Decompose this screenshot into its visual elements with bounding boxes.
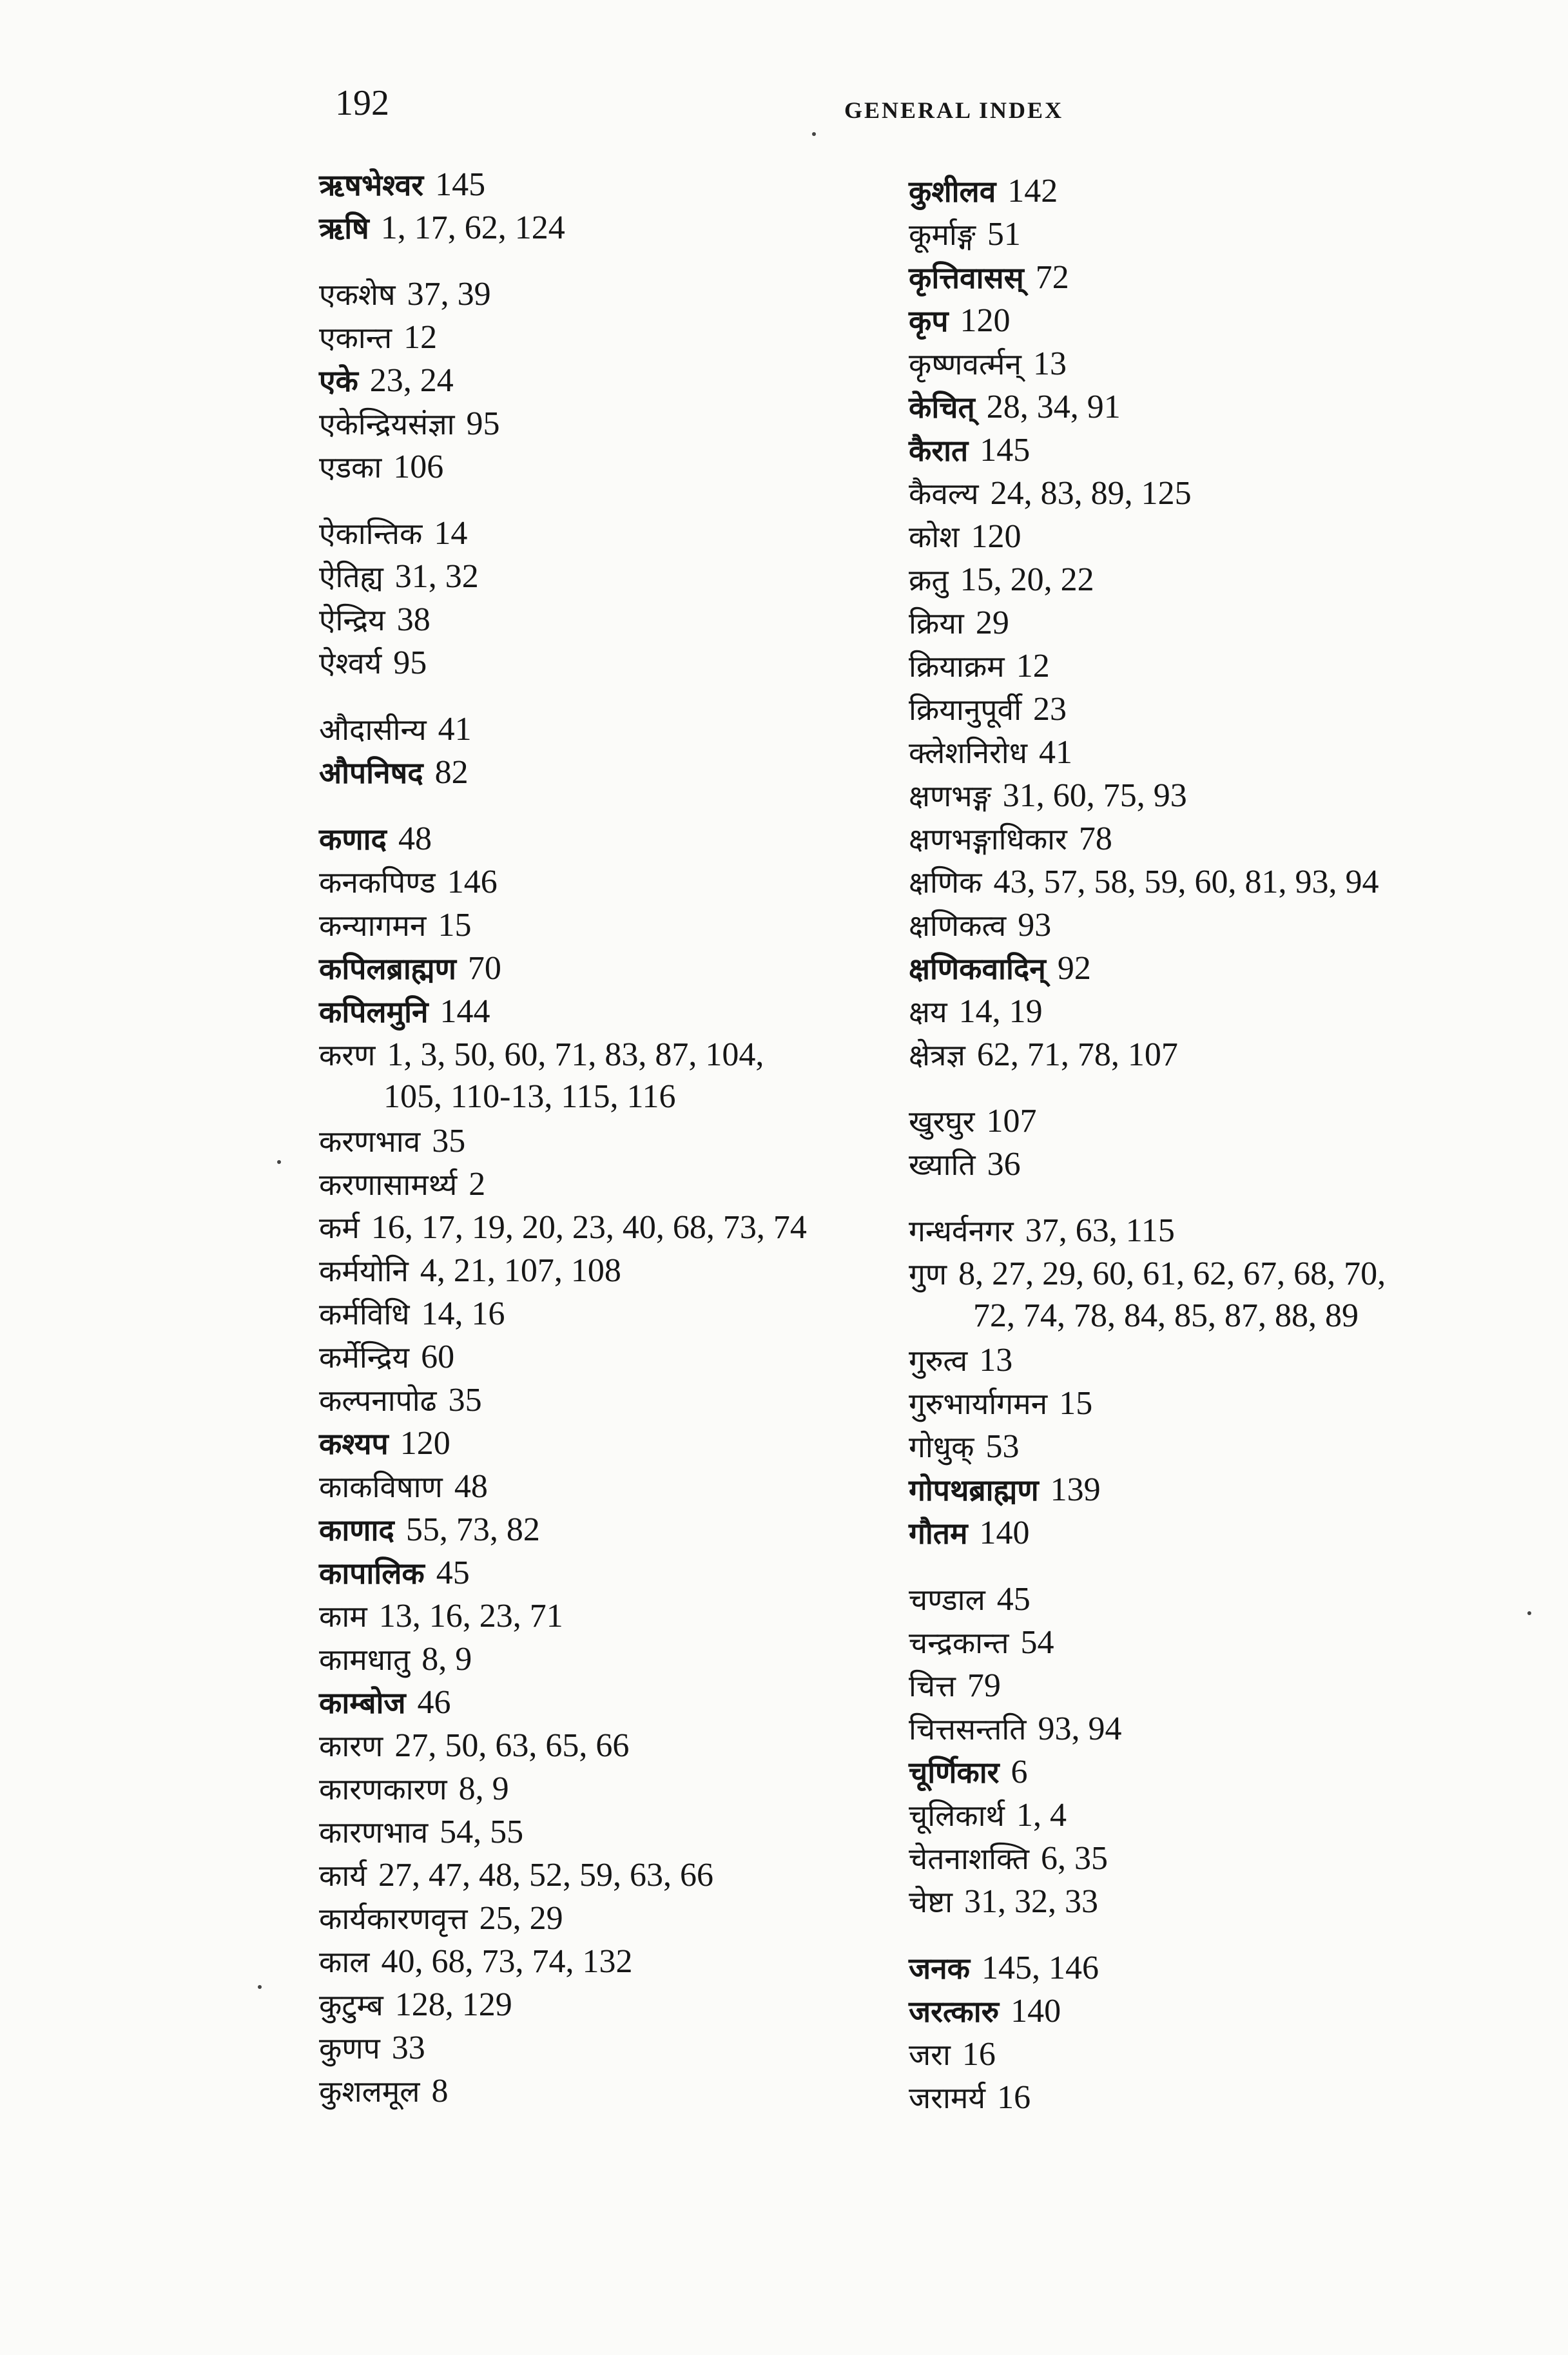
index-entry bbox=[909, 991, 1515, 1034]
scan-speck bbox=[258, 1985, 262, 1989]
entry-pages: 15 bbox=[438, 907, 472, 944]
entry-term: क्षणिक bbox=[909, 865, 982, 900]
entry-pages: 72 bbox=[1035, 259, 1069, 296]
entry-pages: 45 bbox=[996, 1581, 1031, 1618]
entry-pages: 35 bbox=[448, 1382, 482, 1419]
entry-pages: 14, 16 bbox=[421, 1295, 505, 1332]
entry-term: गोपथब्राह्मण bbox=[909, 1473, 1039, 1507]
index-entry bbox=[909, 1469, 1515, 1513]
entry-term: गन्धर्वनगर bbox=[909, 1214, 1014, 1248]
entry-term: एकान्त bbox=[319, 320, 392, 355]
entry-pages: 139 bbox=[1050, 1471, 1101, 1508]
index-entry bbox=[319, 274, 925, 317]
entry-pages: 1, 17, 62, 124 bbox=[380, 209, 565, 246]
entry-term: कर्मयोनि bbox=[319, 1254, 409, 1288]
index-entry bbox=[319, 1553, 925, 1596]
entry-term: कल्पनापोढ bbox=[319, 1383, 437, 1418]
entry-pages: 16, 17, 19, 20, 23, 40, 68, 73, 74 bbox=[371, 1209, 807, 1246]
entry-pages: 27, 47, 48, 52, 59, 63, 66 bbox=[378, 1857, 713, 1894]
index-entry-continuation bbox=[319, 1078, 925, 1121]
entry-term: कार्य bbox=[319, 1858, 367, 1893]
index-entry bbox=[909, 1709, 1515, 1752]
entry-pages: 146 bbox=[447, 864, 498, 900]
entry-term: गुण bbox=[909, 1257, 947, 1292]
entry-term: चन्द्रकान्त bbox=[909, 1625, 1009, 1660]
entry-term: कपिलमुनि bbox=[319, 994, 429, 1029]
entry-pages: 38 bbox=[396, 601, 431, 638]
entry-pages: 45 bbox=[436, 1555, 470, 1591]
entry-term: चूलिकार्थ bbox=[909, 1798, 1005, 1833]
entry-pages: 15 bbox=[1059, 1385, 1093, 1422]
index-entry bbox=[909, 905, 1515, 948]
index-entry bbox=[319, 403, 925, 447]
entry-pages: 72, 74, 78, 84, 85, 87, 88, 89 bbox=[973, 1297, 1359, 1334]
index-entry bbox=[909, 732, 1515, 775]
index-entry bbox=[909, 1513, 1515, 1556]
index-entry bbox=[319, 1164, 925, 1207]
entry-pages: 120 bbox=[400, 1425, 450, 1462]
entry-term: ऐन्द्रिय bbox=[319, 603, 385, 637]
entry-pages: 54, 55 bbox=[440, 1814, 524, 1850]
index-column-right bbox=[909, 171, 1515, 2144]
index-entry bbox=[319, 1769, 925, 1812]
index-entry bbox=[909, 1665, 1515, 1709]
entry-term: क्षणभङ्ग bbox=[909, 779, 991, 813]
entry-pages: 93 bbox=[1018, 907, 1052, 944]
index-entry bbox=[909, 1991, 1515, 2034]
entry-pages: 8 bbox=[431, 2073, 449, 2109]
entry-term: चेष्टा bbox=[909, 1885, 953, 1919]
entry-term: कर्मेन्द्रिय bbox=[319, 1340, 410, 1375]
index-entry bbox=[909, 689, 1515, 732]
index-entry bbox=[909, 1622, 1515, 1665]
entry-term: कर्म bbox=[319, 1210, 360, 1245]
entry-pages: 105, 110-13, 115, 116 bbox=[383, 1078, 676, 1115]
index-entry bbox=[319, 709, 925, 752]
index-entry bbox=[909, 516, 1515, 559]
entry-pages: 15, 20, 22 bbox=[960, 561, 1094, 598]
entry-term: ऐतिह्य bbox=[319, 559, 383, 594]
index-entry bbox=[319, 1509, 925, 1553]
index-entry bbox=[909, 344, 1515, 387]
index-group bbox=[909, 1210, 1515, 1556]
entry-term: गोधुक् bbox=[909, 1429, 974, 1464]
entry-pages: 46 bbox=[417, 1684, 451, 1721]
entry-term: काम्बोज bbox=[319, 1685, 406, 1720]
index-entry bbox=[909, 1340, 1515, 1383]
index-entry bbox=[909, 1838, 1515, 1881]
entry-pages: 13 bbox=[979, 1342, 1013, 1379]
index-entry bbox=[319, 643, 925, 686]
entry-pages: 43, 57, 58, 59, 60, 81, 93, 94 bbox=[993, 864, 1379, 900]
index-entry bbox=[909, 1948, 1515, 1991]
entry-term: चित्तसन्तति bbox=[909, 1712, 1027, 1747]
index-group bbox=[909, 171, 1515, 1078]
entry-term: चूर्णिकार bbox=[909, 1755, 1000, 1790]
entry-term: कैवल्य bbox=[909, 476, 979, 511]
entry-term: कुशीलव bbox=[909, 174, 996, 209]
index-entry bbox=[319, 1423, 925, 1466]
entry-term: एके bbox=[319, 363, 358, 398]
entry-term: कणाद bbox=[319, 822, 387, 857]
entry-term: एकशेष bbox=[319, 277, 396, 312]
entry-term: केचित् bbox=[909, 390, 975, 425]
entry-pages: 106 bbox=[393, 449, 444, 485]
index-entry bbox=[909, 1034, 1515, 1078]
entry-pages: 95 bbox=[393, 644, 427, 681]
index-entry bbox=[909, 1579, 1515, 1622]
index-group bbox=[319, 513, 925, 686]
index-entry bbox=[909, 257, 1515, 300]
entry-term: खुरघुर bbox=[909, 1104, 975, 1139]
index-entry bbox=[319, 862, 925, 905]
entry-term: कारणभाव bbox=[319, 1815, 429, 1850]
entry-term: कर्मविधि bbox=[319, 1297, 410, 1332]
index-entry bbox=[909, 1426, 1515, 1469]
index-entry bbox=[909, 473, 1515, 516]
entry-pages: 8, 9 bbox=[421, 1641, 472, 1678]
entry-pages: 29 bbox=[975, 605, 1009, 641]
entry-pages: 48 bbox=[454, 1468, 488, 1505]
entry-pages: 1, 3, 50, 60, 71, 83, 87, 104, bbox=[387, 1036, 764, 1073]
entry-pages: 54 bbox=[1020, 1624, 1054, 1661]
entry-pages: 140 bbox=[979, 1515, 1030, 1551]
entry-pages: 14 bbox=[434, 515, 468, 552]
entry-term: औपनिषद bbox=[319, 755, 423, 790]
index-entry-continuation bbox=[909, 1297, 1515, 1340]
entry-term: ख्याति bbox=[909, 1147, 976, 1182]
entry-term: करणासामर्थ्य bbox=[319, 1167, 458, 1202]
index-entry bbox=[319, 1250, 925, 1294]
entry-term: काल bbox=[319, 1944, 370, 1979]
entry-term: चण्डाल bbox=[909, 1582, 985, 1617]
entry-pages: 120 bbox=[971, 518, 1021, 555]
entry-pages: 2 bbox=[469, 1166, 486, 1203]
entry-pages: 79 bbox=[967, 1667, 1001, 1704]
index-entry bbox=[319, 1596, 925, 1639]
entry-term: करणभाव bbox=[319, 1124, 421, 1159]
entry-pages: 82 bbox=[434, 754, 469, 791]
index-entry bbox=[319, 948, 925, 991]
entry-pages: 14, 19 bbox=[958, 993, 1043, 1030]
entry-term: कामधातु bbox=[319, 1642, 411, 1677]
entry-term: कुणप bbox=[319, 2031, 380, 2066]
index-entry bbox=[319, 1380, 925, 1423]
entry-term: कुशलमूल bbox=[319, 2074, 420, 2109]
entry-pages: 145 bbox=[980, 432, 1031, 469]
entry-term: कृत्तिवासस् bbox=[909, 260, 1024, 295]
entry-term: चेतनाशक्ति bbox=[909, 1841, 1029, 1876]
index-group bbox=[319, 164, 925, 251]
index-entry bbox=[319, 2071, 925, 2114]
entry-term: क्रिया bbox=[909, 606, 964, 641]
index-entry bbox=[319, 1034, 925, 1078]
entry-term: ऐश्वर्य bbox=[319, 646, 382, 681]
entry-pages: 8, 27, 29, 60, 61, 62, 67, 68, 70, bbox=[958, 1255, 1386, 1292]
index-entry bbox=[909, 171, 1515, 214]
entry-term: कूर्माङ्ग bbox=[909, 217, 976, 252]
entry-pages: 31, 60, 75, 93 bbox=[1002, 777, 1187, 814]
entry-term: क्लेशनिरोध bbox=[909, 735, 1028, 770]
index-entry bbox=[319, 1812, 925, 1855]
index-entry bbox=[909, 1795, 1515, 1838]
entry-pages: 142 bbox=[1007, 173, 1058, 209]
entry-pages: 62, 71, 78, 107 bbox=[976, 1036, 1178, 1073]
index-entry bbox=[319, 1337, 925, 1380]
page-number: 192 bbox=[335, 83, 389, 123]
entry-pages: 24, 83, 89, 125 bbox=[990, 475, 1192, 512]
index-entry bbox=[319, 1121, 925, 1164]
index-group bbox=[909, 1101, 1515, 1187]
entry-pages: 13 bbox=[1032, 345, 1067, 382]
entry-pages: 55, 73, 82 bbox=[405, 1511, 540, 1548]
entry-pages: 37, 39 bbox=[407, 276, 491, 313]
index-entry bbox=[319, 1207, 925, 1250]
entry-term: ऐकान्तिक bbox=[319, 516, 423, 551]
entry-pages: 4, 21, 107, 108 bbox=[420, 1252, 621, 1289]
entry-term: कैरात bbox=[909, 433, 969, 468]
index-entry bbox=[319, 556, 925, 599]
entry-pages: 12 bbox=[1016, 648, 1050, 684]
entry-term: कृष्णवर्त्मन् bbox=[909, 347, 1021, 382]
entry-pages: 140 bbox=[1011, 1993, 1061, 2030]
entry-term: जरामर्य bbox=[909, 2080, 986, 2115]
scan-speck bbox=[277, 1160, 281, 1164]
index-entry bbox=[909, 1210, 1515, 1254]
index-entry bbox=[319, 991, 925, 1034]
index-column-left bbox=[319, 164, 925, 2137]
entry-term: क्षणिकवादिन् bbox=[909, 951, 1046, 986]
entry-term: जरत्कारु bbox=[909, 1994, 1000, 2029]
entry-pages: 145 bbox=[435, 166, 486, 203]
index-entry bbox=[909, 559, 1515, 603]
entry-pages: 13, 16, 23, 71 bbox=[378, 1598, 563, 1634]
index-entry bbox=[909, 775, 1515, 819]
entry-term: एडका bbox=[319, 450, 382, 485]
index-group bbox=[319, 274, 925, 490]
entry-pages: 128, 129 bbox=[394, 1986, 512, 2023]
entry-term: गुरुत्व bbox=[909, 1343, 968, 1378]
entry-pages: 120 bbox=[960, 302, 1011, 339]
entry-term: काकविषाण bbox=[319, 1469, 443, 1504]
index-entry bbox=[909, 862, 1515, 905]
entry-pages: 27, 50, 63, 65, 66 bbox=[394, 1727, 630, 1764]
entry-term: चित्त bbox=[909, 1669, 956, 1703]
entry-term: क्रियाक्रम bbox=[909, 649, 1005, 684]
index-entry bbox=[909, 300, 1515, 344]
entry-term: क्षेत्रज्ञ bbox=[909, 1038, 965, 1072]
index-entry bbox=[909, 1101, 1515, 1144]
index-entry bbox=[319, 360, 925, 403]
index-entry bbox=[319, 1898, 925, 1941]
entry-pages: 145, 146 bbox=[982, 1950, 1099, 1986]
entry-pages: 92 bbox=[1057, 950, 1091, 987]
entry-pages: 53 bbox=[985, 1428, 1020, 1465]
entry-term: क्षय bbox=[909, 994, 947, 1029]
entry-term: ऋषि bbox=[319, 211, 369, 246]
entry-pages: 16 bbox=[962, 2036, 996, 2073]
entry-pages: 31, 32, 33 bbox=[964, 1883, 1098, 1920]
entry-pages: 28, 34, 91 bbox=[986, 389, 1121, 425]
index-entry bbox=[319, 1984, 925, 2028]
entry-term: एकेन्द्रियसंज्ञा bbox=[319, 407, 455, 441]
entry-term: कापालिक bbox=[319, 1556, 425, 1591]
entry-pages: 60 bbox=[421, 1339, 455, 1375]
entry-term: कृप bbox=[909, 304, 949, 338]
index-entry bbox=[319, 905, 925, 948]
entry-term: क्रियानुपूर्वी bbox=[909, 692, 1021, 727]
index-entry bbox=[319, 819, 925, 862]
entry-pages: 41 bbox=[1039, 734, 1073, 771]
index-entry bbox=[909, 1254, 1515, 1297]
index-entry bbox=[909, 2034, 1515, 2077]
index-entry bbox=[909, 2077, 1515, 2120]
entry-pages: 35 bbox=[432, 1123, 466, 1159]
entry-pages: 23, 24 bbox=[369, 362, 454, 399]
entry-pages: 33 bbox=[391, 2030, 425, 2066]
index-entry bbox=[319, 447, 925, 490]
entry-term: क्षणिकत्व bbox=[909, 908, 1007, 943]
index-entry bbox=[909, 646, 1515, 689]
entry-pages: 41 bbox=[438, 711, 472, 748]
entry-pages: 78 bbox=[1078, 820, 1112, 857]
index-entry bbox=[319, 513, 925, 556]
entry-term: कपिलब्राह्मण bbox=[319, 951, 456, 986]
entry-pages: 16 bbox=[997, 2079, 1031, 2116]
entry-pages: 95 bbox=[466, 405, 500, 442]
index-entry bbox=[909, 1383, 1515, 1426]
entry-term: काणाद bbox=[319, 1513, 394, 1547]
index-entry bbox=[909, 430, 1515, 473]
index-entry bbox=[319, 317, 925, 360]
entry-term: कारण bbox=[319, 1729, 383, 1763]
entry-pages: 12 bbox=[403, 319, 438, 356]
scan-speck bbox=[812, 132, 816, 136]
index-entry bbox=[319, 208, 925, 251]
entry-term: कन्यागमन bbox=[319, 908, 427, 943]
entry-pages: 8, 9 bbox=[458, 1770, 509, 1807]
entry-term: कार्यकारणवृत्त bbox=[319, 1901, 468, 1936]
entry-pages: 1, 4 bbox=[1016, 1797, 1067, 1834]
entry-term: औदासीन्य bbox=[319, 712, 427, 747]
index-entry bbox=[319, 1855, 925, 1898]
entry-term: गुरुभार्यागमन bbox=[909, 1386, 1048, 1421]
entry-term: काम bbox=[319, 1599, 367, 1634]
entry-pages: 25, 29 bbox=[479, 1900, 563, 1937]
entry-pages: 6 bbox=[1011, 1754, 1028, 1790]
index-entry bbox=[319, 1682, 925, 1725]
entry-pages: 51 bbox=[987, 216, 1021, 253]
index-entry bbox=[319, 599, 925, 643]
entry-term: कनकपिण्ड bbox=[319, 865, 436, 900]
entry-term: क्रतु bbox=[909, 563, 949, 597]
entry-pages: 36 bbox=[987, 1146, 1021, 1183]
index-entry bbox=[909, 1881, 1515, 1924]
entry-pages: 40, 68, 73, 74, 132 bbox=[381, 1943, 633, 1980]
index-entry bbox=[319, 164, 925, 208]
index-group bbox=[909, 1579, 1515, 1924]
index-group bbox=[909, 1948, 1515, 2120]
entry-pages: 23 bbox=[1032, 691, 1067, 728]
entry-term: जरा bbox=[909, 2037, 951, 2072]
index-entry bbox=[319, 1466, 925, 1509]
scan-speck bbox=[1527, 1611, 1531, 1615]
entry-term: करण bbox=[319, 1038, 376, 1072]
index-entry bbox=[909, 948, 1515, 991]
entry-term: गौतम bbox=[909, 1516, 968, 1551]
entry-term: कश्यप bbox=[319, 1426, 389, 1461]
running-head: GENERAL INDEX bbox=[844, 97, 1064, 123]
index-entry bbox=[909, 387, 1515, 430]
index-entry bbox=[909, 214, 1515, 257]
entry-pages: 48 bbox=[398, 820, 432, 857]
index-entry bbox=[319, 1725, 925, 1769]
index-group bbox=[319, 709, 925, 795]
entry-pages: 144 bbox=[440, 993, 490, 1030]
index-entry bbox=[319, 752, 925, 795]
entry-term: जनक bbox=[909, 1951, 970, 1986]
entry-pages: 37, 63, 115 bbox=[1025, 1212, 1175, 1249]
index-entry bbox=[909, 819, 1515, 862]
index-entry bbox=[319, 1941, 925, 1984]
entry-pages: 6, 35 bbox=[1040, 1840, 1108, 1877]
entry-term: क्षणभङ्गाधिकार bbox=[909, 822, 1067, 857]
entry-pages: 70 bbox=[467, 950, 501, 987]
index-group bbox=[319, 819, 925, 2114]
index-entry bbox=[319, 1639, 925, 1682]
entry-term: कुटुम्ब bbox=[319, 1988, 383, 2022]
entry-term: कोश bbox=[909, 519, 960, 554]
index-entry bbox=[319, 1294, 925, 1337]
entry-pages: 93, 94 bbox=[1038, 1711, 1122, 1747]
index-entry bbox=[909, 1144, 1515, 1187]
index-entry bbox=[319, 2028, 925, 2071]
entry-term: कारणकारण bbox=[319, 1772, 447, 1807]
index-entry bbox=[909, 1752, 1515, 1795]
entry-pages: 31, 32 bbox=[394, 558, 479, 595]
entry-pages: 107 bbox=[986, 1103, 1037, 1139]
entry-term: ऋषभेश्वर bbox=[319, 168, 424, 202]
index-entry bbox=[909, 603, 1515, 646]
